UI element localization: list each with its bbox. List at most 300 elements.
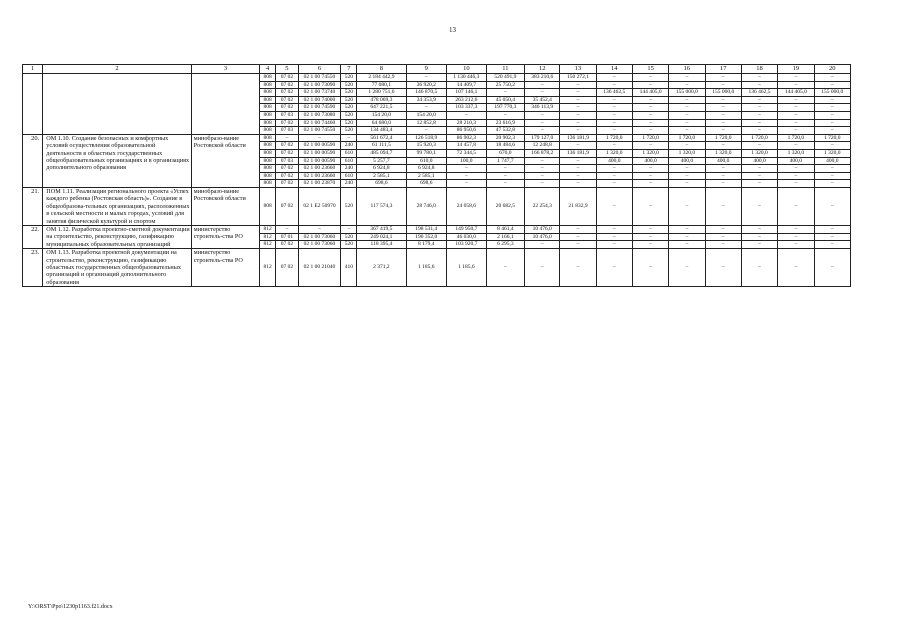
data-cell: 808 — [260, 127, 276, 135]
data-cell: – — [669, 233, 705, 241]
data-cell: 117 574,3 — [357, 187, 406, 225]
data-cell: – — [814, 81, 851, 89]
header-cell: 19 — [778, 65, 814, 74]
table-row — [23, 134, 851, 142]
data-cell: – — [814, 119, 851, 127]
data-cell: – — [741, 111, 777, 119]
data-cell: 22 254,3 — [525, 187, 560, 225]
data-cell: 485 094,7 — [357, 149, 406, 157]
footer-file-path: Y:\ORST\Ppo\1230p1163.f21.docx — [28, 604, 113, 610]
header-cell: 17 — [705, 65, 741, 74]
data-cell: – — [669, 81, 705, 89]
data-cell: – — [778, 187, 814, 225]
data-cell: – — [741, 81, 777, 89]
data-cell: – — [632, 74, 668, 82]
data-cell: 808 — [260, 157, 276, 165]
data-cell: 400,0 — [741, 157, 777, 165]
data-cell: – — [560, 104, 596, 112]
data-cell: 410 — [341, 249, 357, 287]
data-cell: – — [778, 104, 814, 112]
data-cell: – — [525, 157, 560, 165]
data-cell: 808 — [260, 89, 276, 97]
data-cell: – — [560, 111, 596, 119]
data-cell: – — [632, 119, 668, 127]
header-row — [23, 65, 851, 74]
data-cell: – — [705, 241, 741, 249]
header-cell: 1 — [23, 65, 43, 74]
data-cell: 02 1 00 74550 — [298, 127, 341, 135]
data-cell: – — [778, 249, 814, 287]
data-cell: 520 — [341, 89, 357, 97]
data-cell: 77 080,1 — [357, 81, 406, 89]
data-cell: 07 03 — [276, 111, 298, 119]
data-cell: 367 419,5 — [357, 225, 406, 233]
data-cell: – — [596, 187, 632, 225]
data-cell: – — [447, 172, 487, 180]
data-cell: – — [705, 81, 741, 89]
data-cell: 150 272,1 — [560, 74, 596, 82]
data-cell: 12 248,8 — [525, 142, 560, 150]
data-cell: 61 111,5 — [357, 142, 406, 150]
data-cell: – — [741, 74, 777, 82]
data-cell: 8 461,4 — [486, 225, 524, 233]
data-cell: 144 405,0 — [632, 89, 668, 97]
data-cell: 144 405,0 — [778, 89, 814, 97]
data-cell: 15 920,3 — [406, 142, 447, 150]
data-cell: – — [632, 127, 668, 135]
row-number: 20. — [23, 134, 43, 187]
data-cell: 07 02 — [276, 187, 298, 225]
data-cell: – — [596, 127, 632, 135]
data-cell: 520 — [341, 119, 357, 127]
row-number: 23. — [23, 249, 43, 287]
data-cell: – — [525, 172, 560, 180]
data-cell: 99 780,1 — [406, 149, 447, 157]
data-cell: 1 720,0 — [632, 134, 668, 142]
data-cell: – — [814, 111, 851, 119]
data-cell: 1 720,0 — [705, 134, 741, 142]
data-cell: – — [741, 241, 777, 249]
data-cell: – — [596, 249, 632, 287]
data-cell: 45 050,4 — [486, 96, 524, 104]
data-cell: – — [814, 180, 851, 188]
data-cell: – — [406, 127, 447, 135]
data-cell: – — [814, 142, 851, 150]
header-cell: 2 — [43, 65, 192, 74]
data-cell: 808 — [260, 134, 276, 142]
data-cell: – — [632, 165, 668, 173]
data-cell: – — [741, 119, 777, 127]
header-cell: 13 — [560, 65, 596, 74]
data-cell: 103 337,3 — [447, 104, 487, 112]
data-cell: 1 720,0 — [741, 134, 777, 142]
data-cell: – — [778, 119, 814, 127]
data-cell: – — [632, 241, 668, 249]
data-cell: – — [778, 127, 814, 135]
data-cell: 02 1 00 00590 — [298, 142, 341, 150]
data-cell: 520 491,9 — [486, 74, 524, 82]
data-cell: 808 — [260, 180, 276, 188]
data-cell: 64 680,0 — [357, 119, 406, 127]
data-cell: – — [596, 74, 632, 82]
data-cell: 47 532,8 — [486, 127, 524, 135]
data-cell: – — [341, 134, 357, 142]
data-cell: 1 320,0 — [705, 149, 741, 157]
data-cell: – — [778, 172, 814, 180]
data-cell: – — [486, 111, 524, 119]
data-cell: – — [560, 180, 596, 188]
data-cell: – — [560, 233, 596, 241]
data-cell: 520 — [341, 81, 357, 89]
data-cell: – — [705, 165, 741, 173]
data-cell: – — [632, 142, 668, 150]
data-cell: 812 — [260, 233, 276, 241]
data-cell: – — [560, 81, 596, 89]
data-cell: 520 — [341, 187, 357, 225]
data-cell: 610,0 — [406, 157, 447, 165]
data-cell: 561 672,4 — [357, 134, 406, 142]
data-cell: 240 — [341, 180, 357, 188]
data-cell: 134 483,4 — [357, 127, 406, 135]
data-cell: 155 000,0 — [669, 89, 705, 97]
data-cell: 02 1 00 23660 — [298, 172, 341, 180]
data-cell: – — [525, 119, 560, 127]
data-cell: 808 — [260, 172, 276, 180]
data-cell: 1 280 751,6 — [357, 89, 406, 97]
data-cell: – — [486, 180, 524, 188]
data-cell: 808 — [260, 104, 276, 112]
data-cell: – — [778, 225, 814, 233]
data-cell: 07 01 — [276, 233, 298, 241]
data-cell: 1 130 446,3 — [447, 74, 487, 82]
data-cell: 20 902,3 — [486, 134, 524, 142]
data-cell: 610 — [341, 157, 357, 165]
data-cell: – — [778, 233, 814, 241]
data-cell: 808 — [260, 149, 276, 157]
data-cell: 34 353,9 — [406, 96, 447, 104]
measure-name — [43, 74, 192, 135]
data-cell: 28 746,0 — [406, 187, 447, 225]
data-cell: 808 — [260, 119, 276, 127]
header-cell: 20 — [814, 65, 851, 74]
data-cell: – — [814, 104, 851, 112]
data-cell: – — [486, 172, 524, 180]
data-cell: 118 395,4 — [357, 241, 406, 249]
data-cell: 808 — [260, 74, 276, 82]
data-cell: 86 902,3 — [447, 134, 487, 142]
data-cell: 240 — [341, 142, 357, 150]
data-cell: – — [705, 233, 741, 241]
data-cell: 02 1 00 74550 — [298, 74, 341, 82]
data-cell: 1 320,0 — [778, 149, 814, 157]
data-cell: 02 1 00 23870 — [298, 180, 341, 188]
data-cell: 10 476,0 — [525, 233, 560, 241]
data-cell: 610 — [341, 172, 357, 180]
data-cell: 6 924,8 — [357, 165, 406, 173]
data-cell: 520 — [341, 104, 357, 112]
data-cell: 02 1 00 00590 — [298, 157, 341, 165]
data-cell: 155 000,0 — [705, 89, 741, 97]
data-cell: 2 371,2 — [357, 249, 406, 287]
data-cell: – — [669, 187, 705, 225]
data-cell: – — [341, 225, 357, 233]
data-cell: 07 02 — [276, 89, 298, 97]
data-cell: 02 1 00 73060 — [298, 241, 341, 249]
data-cell: 346 113,9 — [525, 104, 560, 112]
data-cell: 02 1 00 73080 — [298, 111, 341, 119]
data-cell: – — [632, 172, 668, 180]
data-cell: – — [741, 104, 777, 112]
header-cell: 7 — [341, 65, 357, 74]
data-cell: 07 02 — [276, 74, 298, 82]
data-cell: – — [741, 96, 777, 104]
data-cell: 02 1 00 00590 — [298, 149, 341, 157]
data-cell: – — [596, 111, 632, 119]
measure-name: ОМ 1.10. Создание безопасных и комфортных условий осуществления образовательной деятельности в областных государственных общеобразовательных организациях и в организациях дополнительного образования — [43, 134, 192, 187]
data-cell: 12 852,8 — [406, 119, 447, 127]
data-cell: 1 320,0 — [814, 149, 851, 157]
data-cell: 383 210,6 — [525, 74, 560, 82]
data-cell: 263 212,6 — [447, 96, 487, 104]
data-cell: 808 — [260, 187, 276, 225]
data-cell: – — [406, 104, 447, 112]
data-cell: 155 000,0 — [814, 89, 851, 97]
data-cell: 46 030,0 — [447, 233, 487, 241]
data-cell: 2 585,1 — [357, 172, 406, 180]
data-cell: 07 02 — [276, 149, 298, 157]
page-number: 13 — [449, 26, 456, 34]
data-cell: – — [669, 96, 705, 104]
data-cell: 698,6 — [357, 180, 406, 188]
data-cell: 07 02 — [276, 180, 298, 188]
data-cell: 103 920,7 — [447, 241, 487, 249]
data-cell: 240 — [341, 165, 357, 173]
data-cell: 1 720,0 — [596, 134, 632, 142]
data-cell: 808 — [260, 142, 276, 150]
data-cell: 1 320,0 — [669, 149, 705, 157]
data-cell: – — [525, 81, 560, 89]
data-cell: – — [669, 127, 705, 135]
data-cell: 808 — [260, 81, 276, 89]
data-cell: – — [669, 165, 705, 173]
data-cell: – — [525, 165, 560, 173]
data-cell: – — [814, 165, 851, 173]
data-cell: – — [705, 119, 741, 127]
data-cell: – — [669, 104, 705, 112]
data-cell: 10 476,0 — [525, 225, 560, 233]
data-cell: – — [741, 142, 777, 150]
measure-name: ОМ 1.13. Разработка проектной документации на строительство, реконструкцию, газификацию областных государственных общеобразовательных организаций и организаций дополнительного образования — [43, 249, 192, 287]
data-cell: 136 181,9 — [560, 149, 596, 157]
data-cell: 24 058,6 — [447, 187, 487, 225]
data-cell: – — [632, 249, 668, 287]
data-cell: 07 02 — [276, 165, 298, 173]
header-cell: 10 — [447, 65, 487, 74]
data-cell: – — [778, 241, 814, 249]
table-row — [23, 187, 851, 225]
data-cell: – — [525, 241, 560, 249]
data-cell: – — [632, 187, 668, 225]
data-cell: 6 924,8 — [406, 165, 447, 173]
data-cell: – — [560, 96, 596, 104]
data-cell: – — [632, 104, 668, 112]
data-cell: 520 — [341, 111, 357, 119]
data-cell: – — [705, 142, 741, 150]
data-cell: 154 20,0 — [357, 111, 406, 119]
data-cell: – — [814, 233, 851, 241]
data-cell: – — [741, 225, 777, 233]
data-cell: 18 484,6 — [486, 142, 524, 150]
data-cell: 07 02 — [276, 104, 298, 112]
table-row — [23, 225, 851, 233]
data-cell: – — [560, 172, 596, 180]
data-cell: 02 1 00 74590 — [298, 104, 341, 112]
measure-name: ПОМ 1.11. Реализация регионального проекта «Успех каждого ребенка (Ростовская область)». Создание в общеобразова-тельных организациях, расположенных в сельской местности и малых городах, условий для занятия физической культурой и спортом — [43, 187, 192, 225]
data-cell: 1 320,0 — [741, 149, 777, 157]
data-cell: 149 950,7 — [447, 225, 487, 233]
data-cell: 07 02 — [276, 142, 298, 150]
data-cell: 14 457,8 — [447, 142, 487, 150]
data-cell: 02 1 00 73740 — [298, 89, 341, 97]
header-cell: 4 — [260, 65, 276, 74]
data-cell: 647 221,5 — [357, 104, 406, 112]
header-cell: 6 — [298, 65, 341, 74]
data-cell: 400,0 — [814, 157, 851, 165]
data-cell: 610 — [341, 149, 357, 157]
data-cell: – — [778, 74, 814, 82]
data-cell: 36 920,2 — [406, 81, 447, 89]
data-cell: 166 878,2 — [525, 149, 560, 157]
data-cell: – — [596, 142, 632, 150]
data-cell: – — [632, 96, 668, 104]
data-cell: – — [525, 111, 560, 119]
data-cell: 400,0 — [596, 157, 632, 165]
data-cell: – — [669, 241, 705, 249]
table-row — [23, 249, 851, 287]
data-cell: 190 352,0 — [406, 233, 447, 241]
data-cell: 28 210,3 — [447, 119, 487, 127]
data-cell: – — [632, 81, 668, 89]
data-cell: – — [669, 249, 705, 287]
data-cell: 1 185,6 — [447, 249, 487, 287]
data-cell: – — [632, 233, 668, 241]
data-cell: – — [447, 111, 487, 119]
data-cell: 07 02 — [276, 172, 298, 180]
data-cell: – — [525, 180, 560, 188]
data-cell: 197 770,3 — [486, 104, 524, 112]
data-cell: – — [560, 165, 596, 173]
executor: минобразо-вание Ростовской области — [191, 134, 259, 187]
data-cell: 154 20,0 — [406, 111, 447, 119]
data-cell: – — [705, 172, 741, 180]
data-cell: 02 1 E2 50970 — [298, 187, 341, 225]
data-cell: 400,0 — [669, 157, 705, 165]
data-cell: – — [814, 187, 851, 225]
data-cell: – — [778, 142, 814, 150]
data-cell: 02 1 00 74460 — [298, 119, 341, 127]
data-cell: 1 320,0 — [596, 149, 632, 157]
data-cell: – — [447, 180, 487, 188]
data-cell: 1 720,0 — [778, 134, 814, 142]
header-cell: 11 — [486, 65, 524, 74]
data-cell: – — [814, 74, 851, 82]
data-cell: 400,0 — [705, 157, 741, 165]
data-cell: 100,0 — [447, 157, 487, 165]
data-cell: – — [298, 134, 341, 142]
data-cell: 670,0 — [486, 149, 524, 157]
data-cell: – — [298, 225, 341, 233]
data-cell: – — [486, 249, 524, 287]
data-cell: 249 024,1 — [357, 233, 406, 241]
data-cell: – — [406, 74, 447, 82]
data-cell: 1 320,0 — [632, 149, 668, 157]
data-cell: – — [560, 142, 596, 150]
measure-name: ОМ 1.12. Разработка проектно-сметной документации на строительство, реконструкцию, газификацию муниципальных образовательных организаций — [43, 225, 192, 248]
data-cell: – — [778, 111, 814, 119]
data-cell: 07 03 — [276, 157, 298, 165]
data-cell: – — [596, 180, 632, 188]
data-cell: – — [814, 96, 851, 104]
data-cell: 07 02 — [276, 241, 298, 249]
data-cell: 35 452,4 — [525, 96, 560, 104]
data-cell: – — [741, 172, 777, 180]
data-cell: – — [276, 134, 298, 142]
data-cell: 478 069,3 — [357, 96, 406, 104]
data-cell: – — [632, 180, 668, 188]
data-cell: 02 1 00 23660 — [298, 165, 341, 173]
data-cell: 23 616,9 — [486, 119, 524, 127]
data-cell: 812 — [260, 241, 276, 249]
data-cell: 07 02 — [276, 249, 298, 287]
data-cell: 14 409,7 — [447, 81, 487, 89]
data-cell: – — [741, 187, 777, 225]
data-cell: – — [276, 225, 298, 233]
row-number: 21. — [23, 187, 43, 225]
data-cell: 21 832,9 — [560, 187, 596, 225]
data-cell: – — [778, 81, 814, 89]
data-cell: – — [525, 127, 560, 135]
row-number — [23, 74, 43, 135]
data-cell: – — [669, 74, 705, 82]
data-cell: – — [596, 172, 632, 180]
data-cell: 520 — [341, 74, 357, 82]
data-cell: – — [632, 225, 668, 233]
data-cell: – — [705, 74, 741, 82]
data-cell: – — [705, 180, 741, 188]
data-cell: – — [741, 249, 777, 287]
header-cell: 9 — [406, 65, 447, 74]
data-cell: – — [596, 241, 632, 249]
executor: министерство строитель-ства РО — [191, 249, 259, 287]
header-cell: 15 — [632, 65, 668, 74]
data-cell: – — [705, 187, 741, 225]
data-cell: – — [560, 89, 596, 97]
data-cell: – — [741, 127, 777, 135]
data-cell: – — [669, 180, 705, 188]
data-cell: 520 — [341, 241, 357, 249]
data-cell: 520 — [341, 96, 357, 104]
table-row — [23, 74, 851, 82]
executor: министерство строитель-ства РО — [191, 225, 259, 248]
data-cell: 8 179,4 — [406, 241, 447, 249]
header-cell: 18 — [741, 65, 777, 74]
data-cell: 400,0 — [632, 157, 668, 165]
data-cell: – — [560, 119, 596, 127]
data-cell: 1 747,7 — [486, 157, 524, 165]
data-cell: 808 — [260, 96, 276, 104]
data-cell: – — [525, 89, 560, 97]
data-cell: – — [596, 104, 632, 112]
